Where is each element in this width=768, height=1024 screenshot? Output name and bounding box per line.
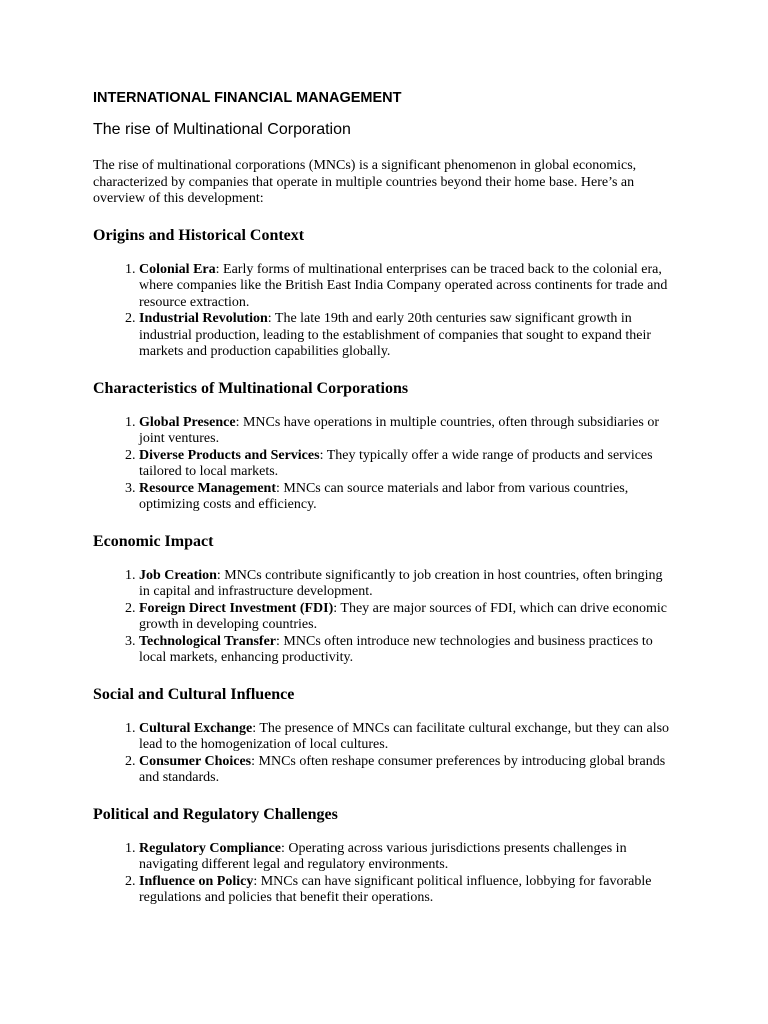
list-item-term: Industrial Revolution — [139, 311, 268, 326]
list-item-text: : Early forms of multinational enterprises can be traced back to the colonial era, where companies like the British East India Company operated across continents for trade and resource extraction. — [139, 261, 668, 310]
list-item-term: Cultural Exchange — [139, 720, 253, 736]
list-item — [139, 721, 675, 754]
list-item — [139, 415, 675, 448]
list-item-text: : Operating across various jurisdictions presents challenges in navigating different legal and regulatory environments. — [139, 840, 627, 872]
list-item-text: : MNCs contribute significantly to job creation in host countries, often bringing in capital and infrastructure development. — [139, 567, 663, 599]
list-item — [139, 311, 675, 361]
list-item — [139, 262, 675, 312]
section-heading-characteristics: Characteristics of Multinational Corporations — [93, 379, 409, 397]
list-item-term: Influence on Policy — [139, 873, 254, 889]
section-list-characteristics — [93, 415, 675, 514]
section-list-political-regulatory — [93, 841, 675, 907]
list-item-term: Resource Management — [139, 480, 276, 496]
list-item — [139, 841, 675, 874]
document-title: INTERNATIONAL FINANCIAL MANAGEMENT — [93, 90, 402, 106]
list-item-term: Consumer Choices — [139, 753, 252, 769]
section-heading-economic-impact: Economic Impact — [93, 532, 214, 550]
list-item — [139, 448, 675, 481]
list-item-text: : The presence of MNCs can facilitate cultural exchange, but they can also lead to the homogenization of local cultures. — [139, 720, 670, 752]
list-item-text: : They typically offer a wide range of products and services tailored to local markets. — [139, 447, 653, 479]
list-item — [139, 874, 675, 907]
list-item-term: Technological Transfer — [139, 633, 277, 649]
list-item — [139, 634, 675, 667]
section-heading-origins: Origins and Historical Context — [93, 226, 305, 244]
list-item-term: Foreign Direct Investment (FDI) — [139, 600, 334, 616]
list-item-text: : MNCs often reshape consumer preferences by introducing global brands and standards. — [139, 753, 666, 785]
document-subtitle: The rise of Multinational Corporation — [93, 121, 351, 138]
list-item-term: Job Creation — [139, 567, 217, 583]
list-item-text: : They are major sources of FDI, which can drive economic growth in developing countries. — [139, 600, 667, 632]
list-item-term: Regulatory Compliance — [139, 840, 281, 856]
list-item-text: : The late 19th and early 20th centuries saw significant growth in industrial production, leading to the establishment of companies that sought to expand their markets and production capabilities globally. — [139, 311, 652, 359]
list-item-term: Global Presence — [139, 414, 236, 430]
section-heading-social-cultural: Social and Cultural Influence — [93, 685, 295, 703]
intro-paragraph: The rise of multinational corporations (MNCs) is a significant phenomenon in global economics, characterized by companies that operate in multiple countries beyond their home base. Here’s an overview of this development: — [93, 158, 637, 206]
list-item — [139, 568, 675, 601]
section-list-social-cultural — [93, 721, 675, 787]
section-list-origins — [93, 262, 675, 361]
section-heading-political-regulatory: Political and Regulatory Challenges — [93, 805, 338, 823]
list-item-text: : MNCs can have significant political influence, lobbying for favorable regulations and policies that benefit their operations. — [139, 873, 652, 905]
section-list-economic-impact — [93, 568, 675, 667]
list-item — [139, 481, 675, 514]
list-item-text: : MNCs often introduce new technologies and business practices to local markets, enhancing productivity. — [139, 633, 653, 665]
list-item — [139, 601, 675, 634]
list-item-text: : MNCs have operations in multiple countries, often through subsidiaries or joint ventures. — [139, 414, 659, 446]
list-item-text: : MNCs can source materials and labor from various countries, optimizing costs and efficiency. — [139, 480, 629, 512]
list-item-term: Diverse Products and Services — [139, 447, 320, 463]
list-item — [139, 754, 675, 787]
list-item-term: Colonial Era — [139, 261, 216, 277]
